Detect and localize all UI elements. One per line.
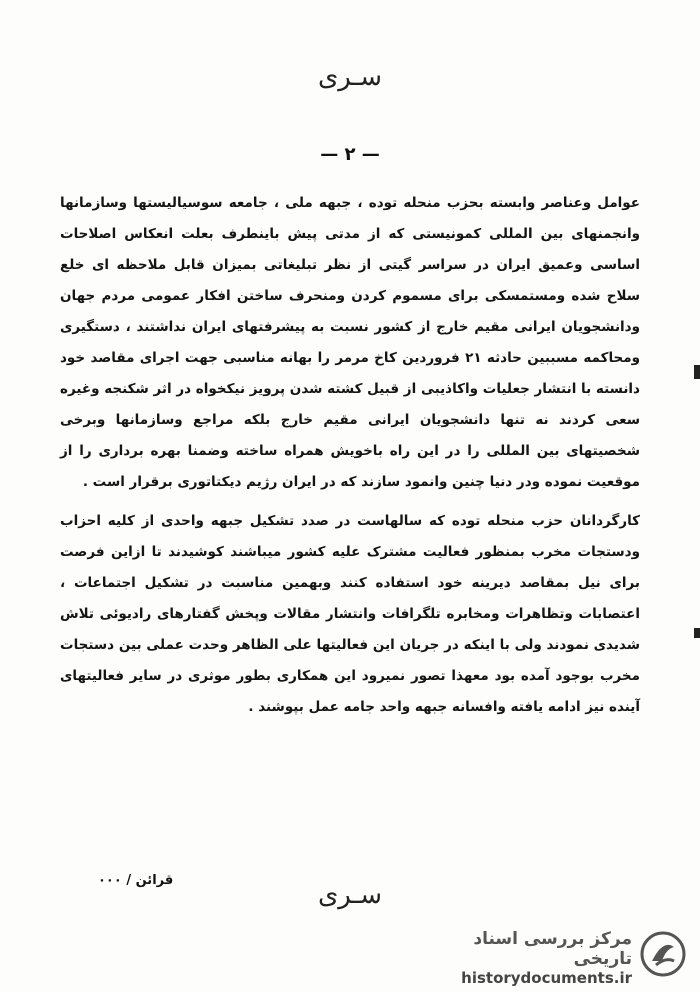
margin-mark bbox=[694, 365, 700, 379]
watermark-text bbox=[415, 929, 632, 987]
page-number: — ۲ — bbox=[320, 144, 380, 165]
paragraph-1: عوامل وعناصر وابسته بحزب منحله توده ، جبهه ملی ، جامعه سوسیالیستها وسازمانها وانجمنهای بین المللی کمونیستی که از مدتی پیش باینطرف بعلت انعکاس اصلاحات اساسی وعمیق ایران در سراسر گیتی از نظر تبلیغاتی بمیزان قابل ملاحظه ای خلع سلاح شده ومستمسکی برای مسموم کردن ومنحرف ساختن افکار عمومی مردم جهان ودانشجویان ایرانی مقیم خارج از کشور نسبت به پیشرفتهای ایران نداشتند ، دستگیری ومحاکمه مسببین حادثه ۲۱ فروردین کاخ مرمر را بهانه مناسبی جهت اجرای مقاصد خود دانسته با انتشار جعلیات واکاذیبی از قبیل کشته شدن پرویز نیکخواه در اثر شکنجه وغیره سعی کردند نه تنها دانشجویان ایرانی مقیم خارج بلکه مراجع وسازمانها وبرخی شخصیتهای بین المللی را در این راه باخویش همراه ساخته وضمنا بهره برداری را از موقعیت نموده ودر دنیا چنین وانمود سازند که در ایران رژیم دیکتاتوری برقرار است . bbox=[60, 195, 641, 490]
margin-mark bbox=[694, 628, 700, 638]
archive-logo-icon bbox=[640, 931, 686, 977]
watermark bbox=[415, 925, 690, 985]
classification-bottom: سـری bbox=[317, 880, 383, 910]
classification-top: سـری bbox=[317, 62, 383, 92]
paragraph-2: کارگردانان حزب منحله توده که سالهاست در صدد تشکیل جبهه واحدی از کلیه احزاب ودستجات مخرب بمنظور فعالیت مشترک علیه کشور میباشند کوشیدند تا ازاین فرصت برای نیل بمقاصد دیرینه خود استفاده کنند وبهمین مناسبت در تشکیل اجتماعات ، اعتصابات وتظاهرات ومخابره تلگرافات وانتشار مقالات وپخش گفتارهای رادیوئی تلاش شدیدی نمودند ولی با اینکه در جریان این فعالیتها علی الظاهر وحدت عملی بین دستجات مخرب بوجود آمده بود معهذا تصور نمیرود این همکاری بطور موثری در سایر فعالیتهای آینده نیز ادامه یافته وافسانه جبهه واحد جامه عمل بپوشند . bbox=[60, 513, 640, 715]
watermark-title: مرکز بررسی اسناد تاریخی bbox=[473, 929, 632, 969]
watermark-url: historydocuments.ir bbox=[461, 969, 632, 987]
reference-mark: قرائن / ۰۰۰ bbox=[98, 873, 174, 888]
document-body bbox=[60, 188, 640, 723]
